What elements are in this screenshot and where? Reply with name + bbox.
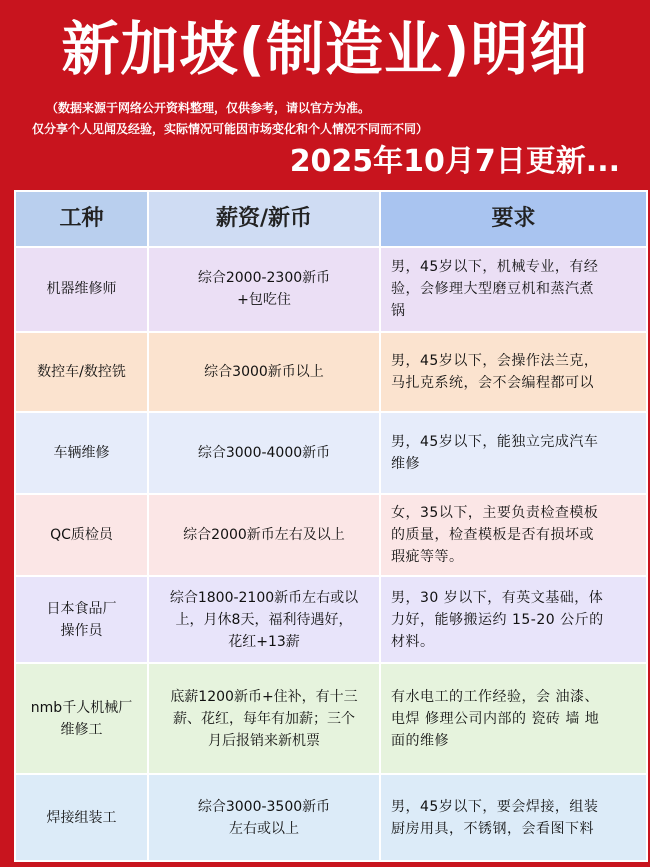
salary-cell — [148, 663, 380, 774]
requirement-cell — [380, 576, 647, 663]
salary-cell-line: 上，月休8天，福利待遇好， — [175, 611, 353, 628]
table-row — [15, 494, 647, 576]
salary-cell — [148, 494, 380, 576]
job-cell-line: 焊接组装工 — [46, 809, 117, 826]
requirement-cell-line: 瑕疵等等。 — [391, 549, 464, 566]
requirement-cell-line: 有水电工的工作经验，会 油漆、 — [391, 688, 599, 705]
job-cell-line: 数控车/数控铣 — [37, 363, 126, 380]
job-cell — [15, 576, 148, 663]
job-cell-line: 操作员 — [60, 622, 103, 639]
salary-cell-line: +包吃住 — [237, 292, 291, 309]
requirement-cell-line: 的质量，检查模板是否有损坏或 — [391, 527, 594, 544]
requirement-cell-line: 材料。 — [391, 633, 435, 650]
salary-cell-line: 综合3000新币以上 — [204, 363, 324, 380]
salary-cell — [148, 576, 380, 663]
salary-cell-line: 底薪1200新币+住补，有十三 — [170, 688, 358, 705]
disclaimer-note — [32, 98, 632, 140]
header-salary: 薪资/新币 — [148, 191, 380, 247]
salary-cell — [148, 332, 380, 412]
requirement-cell — [380, 663, 647, 774]
requirement-cell-line: 男，45岁以下，要会焊接，组装 — [391, 798, 599, 815]
job-cell — [15, 412, 148, 495]
salary-cell-line: 综合1800-2100新币左右或以 — [169, 589, 359, 606]
requirement-cell-line: 男，30 岁以下，有英文基础，体 — [391, 589, 604, 606]
disclaimer-line-2: 仅分享个人见闻及经验，实际情况可能因市场变化和个人情况不同而不同） — [32, 122, 429, 136]
table-row — [15, 332, 647, 412]
requirement-cell-line: 男，45岁以下，会操作法兰克， — [391, 352, 599, 369]
job-cell — [15, 247, 148, 332]
disclaimer-line-1: （数据来源于网络公开资料整理，仅供参考，请以官方为准。 — [46, 101, 371, 115]
table-row — [15, 576, 647, 663]
salary-cell — [148, 247, 380, 332]
requirement-cell-line: 厨房用具，不锈钢，会看图下料 — [391, 820, 594, 837]
salary-cell-line: 综合2000-2300新币 — [197, 270, 331, 287]
job-cell — [15, 494, 148, 576]
job-cell — [15, 332, 148, 412]
requirement-cell-line: 面的维修 — [391, 732, 449, 749]
requirement-cell-line: 男，45岁以下，能独立完成汽车 — [391, 433, 599, 450]
requirement-cell-line: 男，45岁以下，机械专业，有经 — [391, 259, 599, 276]
job-cell-line: 日本食品厂 — [46, 600, 117, 617]
header-job: 工种 — [15, 191, 148, 247]
header-requirement: 要求 — [380, 191, 647, 247]
salary-cell-line: 综合3000-4000新币 — [197, 444, 331, 461]
table-row — [15, 663, 647, 774]
salary-cell-line: 左右或以上 — [229, 820, 299, 837]
requirement-cell-line: 女，35以下，主要负责检查模板 — [391, 505, 599, 522]
table-row — [15, 412, 647, 495]
requirement-cell — [380, 247, 647, 332]
job-cell-line: 车辆维修 — [53, 444, 110, 461]
requirement-cell-line: 力好，能够搬运约 15-20 公斤的 — [391, 611, 604, 628]
job-cell — [15, 663, 148, 774]
job-table — [14, 190, 646, 862]
requirement-cell-line: 锅 — [391, 303, 406, 320]
requirement-cell — [380, 774, 647, 861]
requirement-cell — [380, 332, 647, 412]
salary-cell-line: 花红+13薪 — [228, 633, 300, 650]
salary-cell — [148, 412, 380, 495]
job-cell-line: 维修工 — [60, 721, 103, 738]
salary-cell-line: 综合2000新币左右及以上 — [183, 527, 345, 544]
job-cell-line: 机器维修师 — [46, 281, 117, 298]
job-cell-line: QC质检员 — [50, 527, 113, 544]
table-row — [15, 247, 647, 332]
salary-cell-line: 综合3000-3500新币 — [197, 798, 331, 815]
requirement-cell-line: 马扎克系统，会不会编程都可以 — [391, 374, 594, 391]
salary-cell-line: 薪、花红，每年有加薪；三个 — [173, 710, 355, 727]
salary-cell — [148, 774, 380, 861]
requirement-cell — [380, 412, 647, 495]
requirement-cell — [380, 494, 647, 576]
job-cell — [15, 774, 148, 861]
salary-cell-line: 月后报销来新机票 — [208, 732, 320, 749]
table-row — [15, 774, 647, 861]
job-cell-line: nmb千人机械厂 — [30, 699, 133, 716]
requirement-cell-line: 电焊 修理公司内部的 瓷砖 墙 地 — [391, 710, 600, 727]
requirement-cell-line: 维修 — [391, 455, 420, 472]
update-date: 2025年10月7日更新... — [289, 144, 620, 179]
page-title: 新加坡(制造业)明细 — [61, 15, 589, 83]
table-header-row — [15, 191, 647, 247]
requirement-cell-line: 验，会修理大型磨豆机和蒸汽煮 — [391, 281, 594, 298]
